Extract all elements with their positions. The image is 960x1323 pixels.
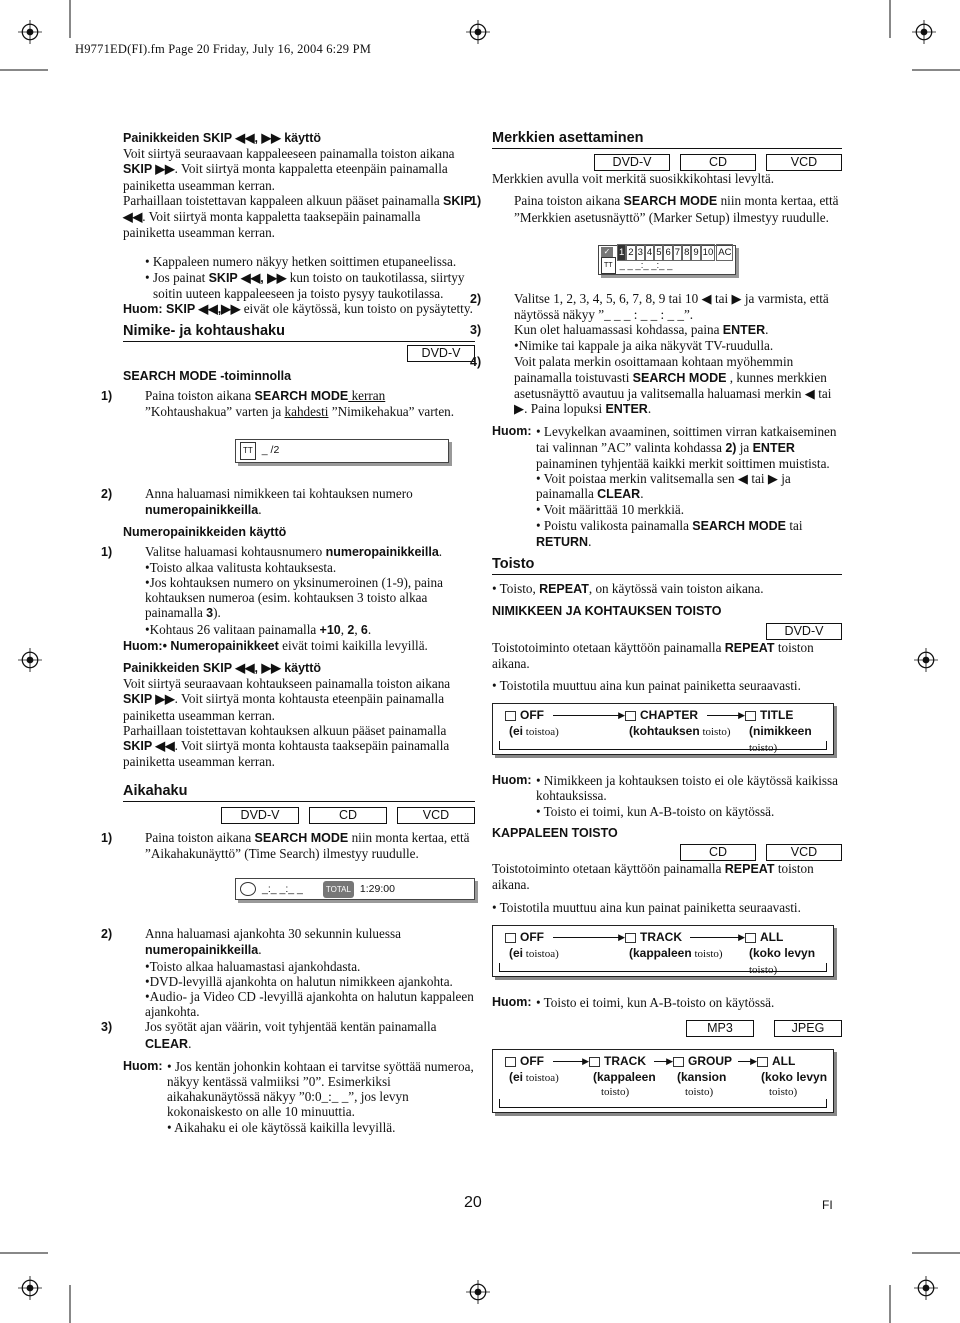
skip2-para: Voit siirtyä seuraavaan kohtaukseen painamalla toiston aikana SKIP ▶▶. Voit siirtyä monta kohtausta eteenpäin painamalla painiketta useamman kerran. <box>123 676 451 723</box>
return-arrow <box>499 1099 827 1108</box>
marker-digit: 8 <box>682 244 691 261</box>
marker-digit: 9 <box>691 244 700 261</box>
tag-cd: CD <box>309 807 387 824</box>
repeat-mode-sub: (koko levyn toisto) <box>761 1069 828 1099</box>
huom4-bullet-1: • Levykelkan avaaminen, soittimen virran katkaiseminen tai valinnan ”AC” valinta kohdassa 2) ja ENTER painaminen tyhjentää kaikki merkit soittimen muistista. <box>536 424 837 471</box>
section-title-merkit: Merkkien asettaminen <box>492 130 644 146</box>
tag-dvdv: DVD-V <box>221 807 299 824</box>
merk-intro: Merkkien avulla voit merkitä suosikkikohtasi levyltä. <box>492 171 775 187</box>
tag-dvdv: DVD-V <box>766 623 842 640</box>
nk-bullet: • Toistotila muuttuu aina kun painat painiketta seuraavasti. <box>492 678 801 694</box>
repeat-mode-sub: (kansion toisto) <box>677 1069 727 1099</box>
section-title-toisto: Toisto <box>492 556 535 573</box>
skip-para: Voit siirtyä seuraavaan kappaleeseen painamalla toiston aikana SKIP ▶▶. Voit siirtyä monta kappaletta eteenpäin painamalla painiketta useamman kerran. <box>123 146 455 193</box>
note-bullet-2: • Jos painat SKIP ◀◀, ▶▶ kun toisto on taukotilassa, siirtyy soitin uuteen kappaleeseen ja toisto pysyy taukotilassa. <box>145 269 465 301</box>
huom-6: Huom: • Toisto ei toimi, kun A-B-toisto on käytössä. <box>492 994 775 1010</box>
huom6-bullet-1: • Toisto ei toimi, kun A-B-toisto on käytössä. <box>536 994 775 1010</box>
repeat-mode-label: OFF <box>505 708 544 723</box>
huom-1: Huom: SKIP ◀◀,▶▶ eivät ole käytössä, kun toisto on pysäytetty. <box>123 301 473 317</box>
section-title-search: Nimike- ja kohtaushaku <box>123 323 285 340</box>
search-mode-title: SEARCH MODE -toiminnolla <box>123 369 292 384</box>
repeat-cycle-box-3 <box>492 1049 834 1113</box>
huom-4: Huom: • Levykelkan avaaminen, soittimen virran katkaiseminen tai valinnan ”AC” valinta kohdassa 2) ja ENTER painaminen tyhjentää kaikki merkit soittimen muistista. • Voit poistaa merkin valitsemalla sen ◀ tai ▶ ja painamalla CLEAR. • Voit määrittää 10 merkkiä. • Poistu valikosta painamalla SEARCH MODE tai RETURN. <box>492 424 842 550</box>
skip2-title: Painikkeiden SKIP ◀◀, ▶▶ käyttö <box>123 661 322 676</box>
marker-digit: 6 <box>663 244 672 261</box>
tag-jpeg: JPEG <box>774 1020 842 1037</box>
aika-step-2-cont: numeropainikkeilla. <box>145 942 262 958</box>
huom4-bullet-4: • Poistu valikosta painamalla SEARCH MODE tai RETURN. <box>536 517 803 549</box>
skip-para-2: Parhaillaan toistettavan kappaleen alkuun pääset painamalla SKIP ◀◀. Voit siirtyä monta kappaletta taaksepäin painamalla painiketta useamman kerran. <box>123 192 472 241</box>
numero-step-1: 1) Valitse haluamasi kohtausnumero numeropainikkeilla. <box>101 543 443 559</box>
total-badge: TOTAL <box>323 881 354 898</box>
huom3-bullet-2: • Aikahaku ei ole käytössä kaikilla levyillä. <box>167 1119 396 1135</box>
arrow: ▶ <box>738 1061 752 1062</box>
merk-step-3-bullet: •Nimike tai kappale ja aika näkyvät TV-ruudulla. <box>514 338 774 354</box>
return-arrow <box>499 963 827 972</box>
huom4-bullet-2: • Voit poistaa merkin valitsemalla sen ◀ tai ▶ ja painamalla CLEAR. <box>536 471 791 502</box>
step-2: 2) Anna haluamasi nimikkeen tai kohtauksen numero numeropainikkeilla. <box>101 486 413 518</box>
huom-5: Huom: • Nimikkeen ja kohtauksen toisto ei ole käytössä kaikissa kohtauksissa. • Toisto ei toimi, kun A-B-toisto on käytössä. <box>492 773 842 819</box>
huom3-bullet-1: • Jos kentän johonkin kohtaan ei tarvitse syöttää numeroa, näkyy kentässä valmiiksi ”0”. Esimerkiksi aikahakunäytössä näkyy ”0:0_:_ _”, jos levyn kokonaiskesto on alle 10 minuuttia. <box>167 1058 474 1120</box>
time-field: _:_ _:_ _ <box>262 882 303 895</box>
repeat-mode-sub: (kappaleen toisto) <box>593 1069 656 1099</box>
repeat-mode-label: OFF <box>505 1054 544 1069</box>
repeat-mode-label: CHAPTER <box>625 708 698 723</box>
aika-step-2: 2) Anna haluamasi ajankohta 30 sekunnin kuluessa <box>101 926 401 942</box>
aika-bullet-2: •DVD-levyillä ajankohta on halutun nimikkeen ajankohta. <box>145 973 453 989</box>
merk-step-4: 4) Voit palata merkin osoittamaan kohtaan myöhemmin painamalla toistuvasti SEARCH MODE , kunnes merkkien asetusnäyttö avautuu ja valitsemalla haluamasi merkin ◀ tai ▶. Paina lopuksi ENTER. <box>470 353 832 417</box>
repeat-mode-label: GROUP <box>673 1054 732 1069</box>
repeat-mode-sub: (ei toistoa) <box>509 1069 559 1084</box>
repeat-mode-label: TRACK <box>589 1054 646 1069</box>
repeat-mode-sub: (ei toistoa) <box>509 945 559 960</box>
repeat-cycle-box-1 <box>492 703 834 755</box>
repeat-mode-label: ALL <box>745 930 783 945</box>
kt-title: KAPPALEEN TOISTO <box>492 825 618 840</box>
numero-bullet-2: •Jos kohtauksen numero on yksinumeroinen (1-9), paina kohtauksen numeroa (esim. kohtauksen 3 toisto alkaa painamalla 3). <box>145 575 443 621</box>
tag-vcd: VCD <box>766 844 842 861</box>
arrow: ▶ <box>690 937 740 938</box>
repeat-mode-sub: (ei toistoa) <box>509 724 559 739</box>
arrow: ▶ <box>553 715 620 716</box>
repeat-mode-label: TRACK <box>625 930 682 945</box>
repeat-mode-label: ALL <box>757 1054 795 1069</box>
marker-digit: 4 <box>645 244 654 261</box>
return-arrow <box>499 741 827 750</box>
check-icon: ✓ <box>601 247 613 257</box>
skip-title: Painikkeiden SKIP ◀◀, ▶▶ käyttö <box>123 131 322 145</box>
language-code: FI <box>822 1198 833 1212</box>
repeat-mode-sub: (kappaleen toisto) <box>629 945 723 960</box>
tag-cd: CD <box>680 154 756 171</box>
toisto-bullet: • Toisto, REPEAT, on käytössä vain toiston aikana. <box>492 581 764 597</box>
marker-time: _ _ _:_ _:_ _ <box>619 259 673 271</box>
tag-dvdv: DVD-V <box>407 345 475 362</box>
huom5-bullet-1: • Nimikkeen ja kohtauksen toisto ei ole käytössä kaikissa kohtauksissa. <box>536 773 839 804</box>
marker-screen <box>598 245 736 275</box>
merk-step-2: 2) Valitse 1, 2, 3, 4, 5, 6, 7, 8, 9 tai 10 ◀ tai ▶ ja varmista, että näytössä näkyy ”_ _ _ : _ _ : _ _”. <box>470 290 829 323</box>
huom-3: Huom: • Jos kentän johonkin kohtaan ei tarvitse syöttää numeroa, näkyy kentässä valmiiksi ”0”. Esimerkiksi aikahakunäytössä näkyy ”0:0_:_ _”, jos levyn kokonaiskesto on alle 10 minuuttia. • Aikahaku ei ole käytössä kaikilla levyillä. <box>123 1058 474 1135</box>
huom-2: Huom:• Numeropainikkeet eivät toimi kaikilla levyillä. <box>123 637 428 653</box>
title-icon: TT <box>240 442 256 459</box>
right-column <box>470 130 842 1113</box>
huom5-bullet-2: • Toisto ei toimi, kun A-B-toisto on käytössä. <box>536 803 775 819</box>
aika-step-3: 3) Jos syötät ajan väärin, voit tyhjentää kentän painamalla CLEAR. <box>101 1019 437 1051</box>
skip2-para-2: Parhaillaan toistettavan kohtauksen alkuun pääset painamalla SKIP ◀◀. Voit siirtyä monta kohtausta taaksepäin painamalla painiketta useamman kerran. <box>123 722 450 770</box>
nk-para: Toistotoiminto otetaan käyttöön painamalla REPEAT toiston aikana. <box>492 639 814 671</box>
numero-title: Numeropainikkeiden käyttö <box>123 525 287 540</box>
arrow: ▶ <box>553 1061 584 1062</box>
title-icon: TT <box>601 257 616 274</box>
marker-digit: 7 <box>673 244 682 261</box>
repeat-mode-sub: (kohtauksen toisto) <box>629 724 731 739</box>
numero-bullet-1: •Toisto alkaa valitusta kohtauksesta. <box>145 559 337 575</box>
arrow: ▶ <box>654 1061 668 1062</box>
marker-digit: 5 <box>654 244 663 261</box>
tag-cd: CD <box>680 844 756 861</box>
aika-bullet-1: •Toisto alkaa haluamastasi ajankohdasta. <box>145 958 361 974</box>
note-bullet-1: • Kappaleen numero näkyy hetken soittimen etupaneelissa. <box>145 254 457 270</box>
marker-digit: 10 <box>701 244 716 261</box>
page-number: 20 <box>464 1194 482 1211</box>
aika-bullet-3: •Audio- ja Video CD -levyillä ajankohta on halutun kappaleen ajankohta. <box>145 988 474 1020</box>
nk-title: NIMIKKEEN JA KOHTAUKSEN TOISTO <box>492 604 722 619</box>
tag-vcd: VCD <box>397 807 475 824</box>
arrow: ▶ <box>707 715 740 716</box>
repeat-mode-sub: (nimikkeen toisto) <box>749 724 812 755</box>
huom4-bullet-3: • Voit määrittää 10 merkkiä. <box>536 502 685 518</box>
clock-icon <box>240 882 256 896</box>
aika-step-1: 1) Paina toiston aikana SEARCH MODE niin monta kertaa, että ”Aikahakunäyttö” (Time Search) ilmestyy ruudulle. <box>101 829 470 861</box>
section-title-aika: Aikahaku <box>123 782 188 799</box>
kt-bullet: • Toistotila muuttuu aina kun painat painiketta seuraavasti. <box>492 899 801 915</box>
repeat-cycle-box-2 <box>492 925 834 977</box>
step-1: 1) Paina toiston aikana SEARCH MODE kerran ”Kohtaushakua” varten ja kahdesti ”Nimikehakua” varten. <box>101 387 455 419</box>
repeat-mode-label: OFF <box>505 930 544 945</box>
merk-step-3: 3) Kun olet haluamassasi kohdassa, paina ENTER. <box>470 322 769 338</box>
marker-digit: 2 <box>626 244 635 261</box>
repeat-mode-sub: (koko levyn toisto) <box>749 945 816 976</box>
tag-dvdv: DVD-V <box>594 154 670 171</box>
search-screen <box>235 439 449 463</box>
screen-value: _ /2 <box>261 444 280 457</box>
repeat-mode-label: TITLE <box>745 708 793 723</box>
tag-vcd: VCD <box>766 154 842 171</box>
total-value: 1:29:00 <box>359 882 395 895</box>
left-column <box>101 131 475 1135</box>
marker-digit: 1 <box>617 244 626 261</box>
page-header: H9771ED(FI).fm Page 20 Friday, July 16, 2004 6:29 PM <box>75 42 372 56</box>
numero-bullet-3: •Kohtaus 26 valitaan painamalla +10, 2, 6. <box>145 621 372 637</box>
merk-step-1: 1) Paina toiston aikana SEARCH MODE niin monta kertaa, että ”Merkkien asetusnäyttö” (Marker Setup) ilmestyy ruudulle. <box>470 193 839 225</box>
marker-ac: AC <box>716 244 733 261</box>
marker-digit: 3 <box>636 244 645 261</box>
time-search-screen <box>235 878 475 900</box>
arrow: ▶ <box>553 937 620 938</box>
tag-mp3: MP3 <box>686 1020 754 1037</box>
kt-para: Toistotoiminto otetaan käyttöön painamalla REPEAT toiston aikana. <box>492 861 814 893</box>
